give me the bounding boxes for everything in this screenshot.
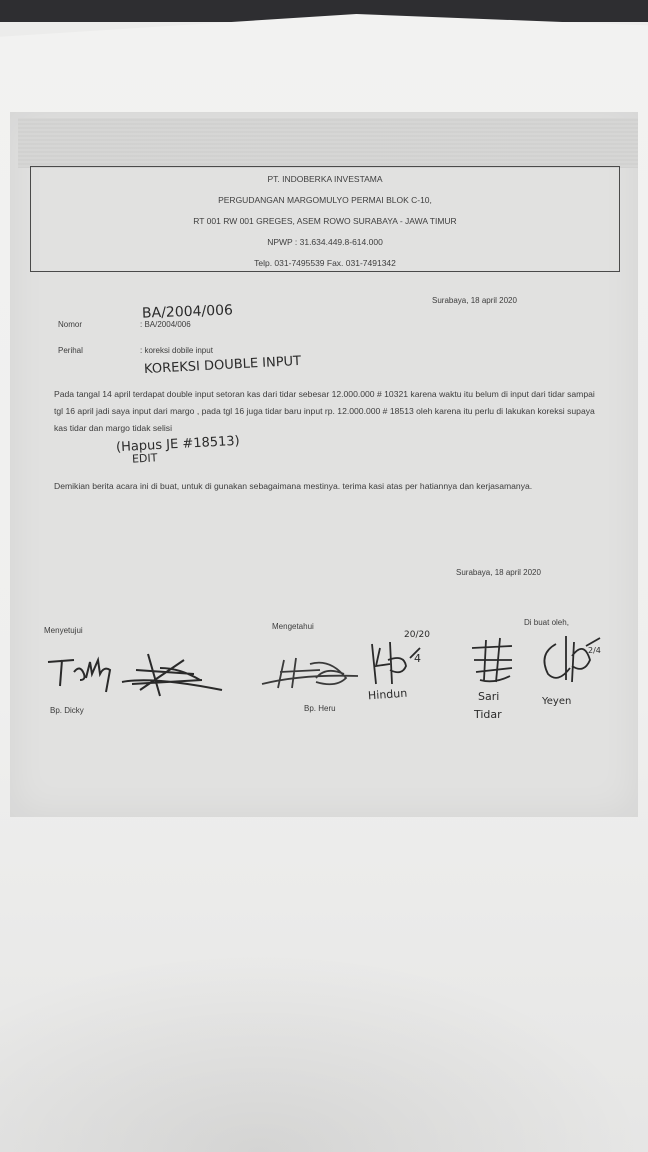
- warehouse-line: PERGUDANGAN MARGOMULYO PERMAI BLOK C-10,: [218, 195, 432, 205]
- letterhead: [30, 166, 620, 272]
- signature-dicky: [40, 640, 230, 700]
- address-line: RT 001 RW 001 GREGES, ASEM ROWO SURABAYA - JAWA TIMUR: [193, 216, 457, 226]
- perihal-label: Perihal: [58, 346, 83, 355]
- side-note: 2/4: [588, 646, 601, 655]
- company-name: PT. INDOBERKA INVESTAMA: [267, 174, 383, 184]
- made-by-label: Di buat oleh,: [524, 618, 569, 627]
- bottom-shadow: [0, 950, 648, 1152]
- name-sari-2: Tidar: [474, 708, 502, 721]
- document-date: Surabaya, 18 april 2020: [432, 296, 517, 305]
- approve-label: Menyetujui: [44, 626, 83, 635]
- date-note: 20/20: [404, 630, 430, 640]
- perihal-handwritten: KOREKSI DOUBLE INPUT: [143, 353, 302, 378]
- signature-yeyen: [536, 628, 616, 690]
- signature-sari: [464, 634, 524, 686]
- name-yeyen: Yeyen: [542, 696, 572, 707]
- closing-date: Surabaya, 18 april 2020: [456, 568, 541, 577]
- nomor-value: : BA/2004/006: [140, 320, 191, 329]
- signature-hindun: [362, 634, 442, 692]
- acknowledge-label: Mengetahui: [272, 622, 314, 631]
- approve-name: Bp. Dicky: [50, 706, 84, 715]
- closing-paragraph: Demikian berita acara ini di buat, untuk di gunakan sebagaimana mestinya. terima kasi atas per hatiannya dan kerjasamanya.: [54, 481, 533, 491]
- photocopy-band: [18, 118, 638, 168]
- date-note-2: 4: [414, 652, 421, 665]
- nomor-handwritten: BA/2004/006: [141, 302, 234, 322]
- body-paragraph: Pada tangal 14 april terdapat double input setoran kas dari tidar sebesar 12.000.000 # 10321 karena waktu itu belum di input dari tidar sampai tgl 16 april jadi saya input dari margo , pada tgl 16 juga tidar baru input rp. 12.000.000 # 18513 oleh karena itu perlu di lakukan koreksi supaya kas tidar dan margo tidak selisi: [54, 389, 595, 433]
- acknowledge-name: Bp. Heru: [304, 704, 336, 713]
- name-hindun: Hindun: [367, 686, 408, 703]
- name-sari: Sari: [478, 690, 500, 703]
- npwp-line: NPWP : 31.634.449.8-614.000: [267, 237, 383, 247]
- nomor-label: Nomor: [58, 320, 83, 329]
- phone-line: Telp. 031-7495539 Fax. 031-7491342: [254, 258, 396, 268]
- signature-heru: [256, 648, 366, 696]
- handwritten-note: (Hapus JE #18513): [115, 433, 241, 456]
- perihal-value: : koreksi dobile input: [140, 346, 213, 355]
- handwritten-edit: EDIT: [131, 451, 158, 466]
